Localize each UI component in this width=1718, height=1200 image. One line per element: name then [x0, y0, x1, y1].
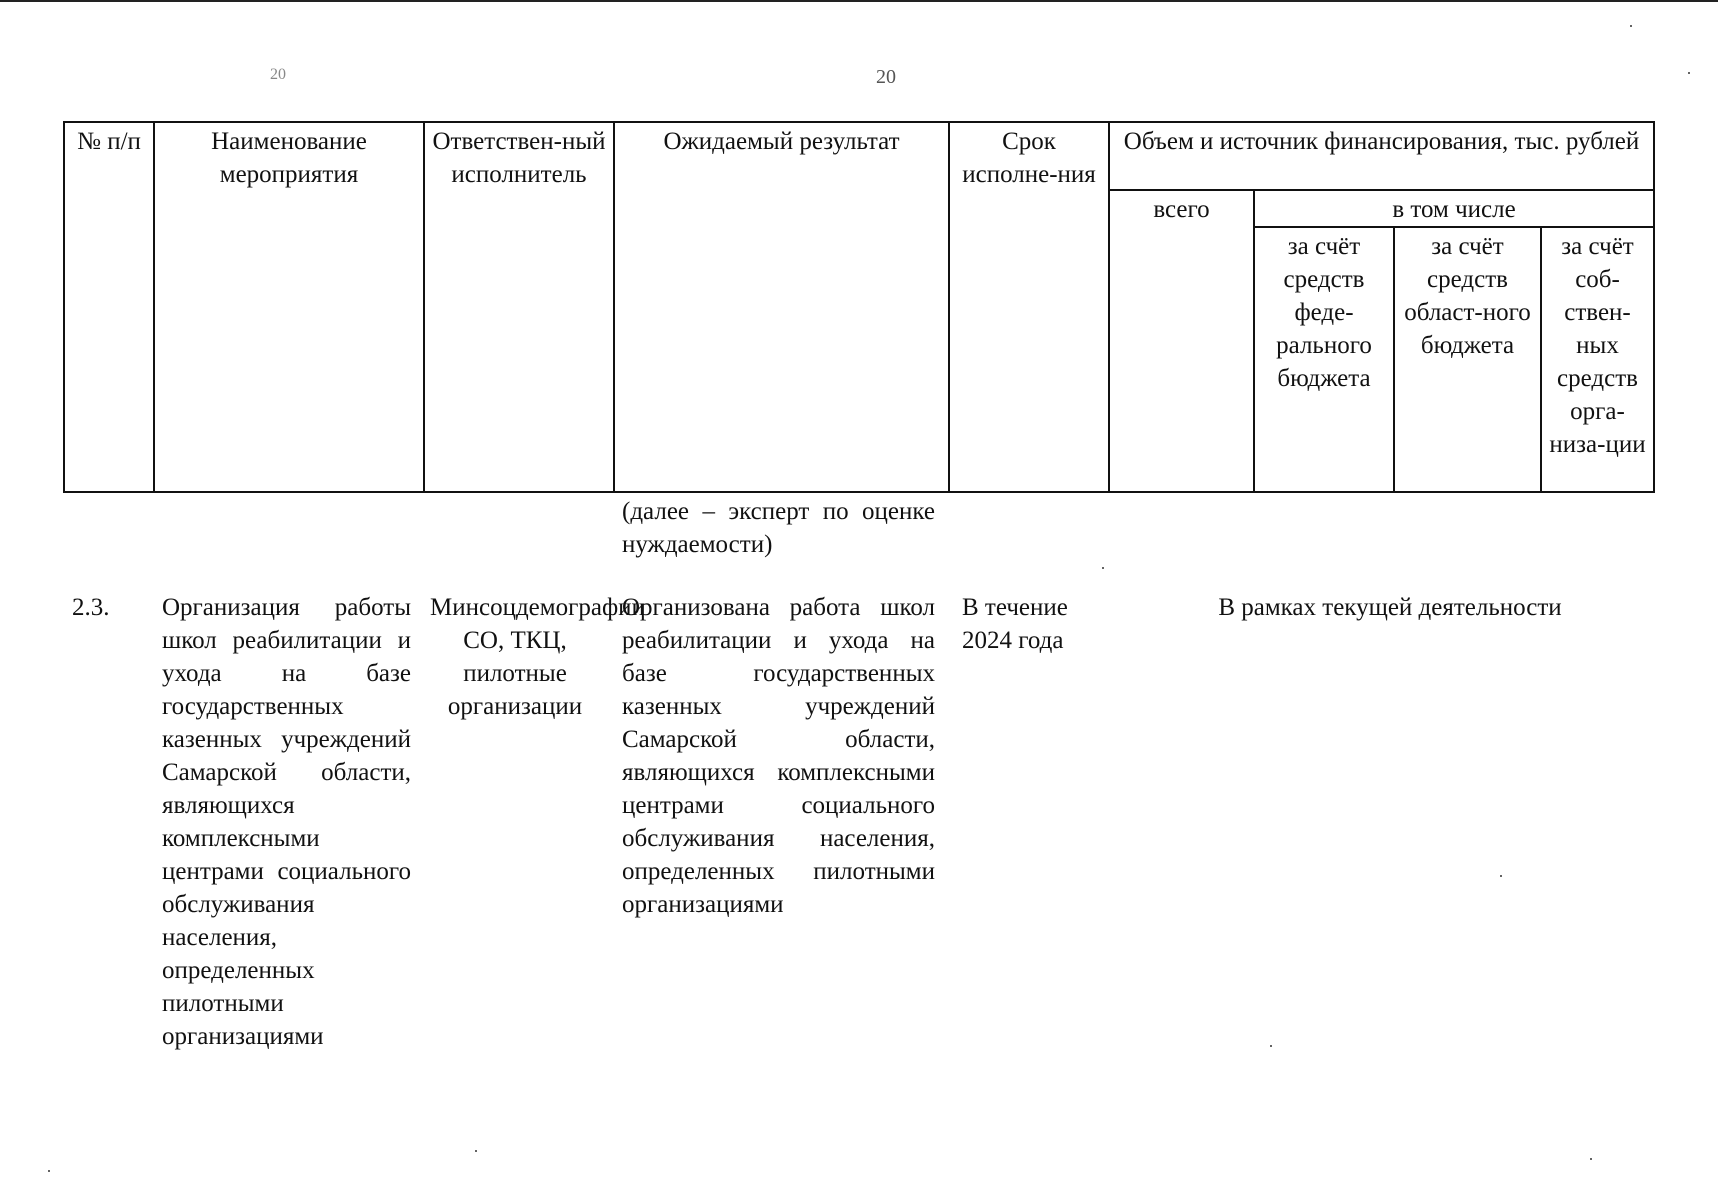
header-name: Наименование мероприятия: [154, 122, 424, 492]
scan-speck: [48, 1170, 50, 1172]
header-responsible: Ответствен-ный исполнитель: [424, 122, 614, 492]
header-including: в том числе: [1254, 190, 1654, 227]
scan-top-edge: [0, 0, 1718, 2]
header-regional: за счёт средств област-ного бюджета: [1394, 227, 1541, 492]
header-term: Срок исполне-ния: [949, 122, 1109, 492]
page-number: 20: [876, 66, 896, 88]
scan-speck: [1630, 25, 1632, 27]
row-result: Организована работа школ реабилитации и ухода на базе государственных казенных учреждений Самарской области, являющихся комплексными центрами социального обслуживания населения, определенных пилотными организациями: [622, 594, 935, 918]
table-header: [63, 121, 1655, 493]
row-finance: В рамках текущей деятельности: [1218, 594, 1562, 621]
scan-mark: 20: [270, 66, 286, 83]
row-term: В течение 2024 года: [962, 594, 1068, 654]
header-num: № п/п: [64, 122, 154, 492]
scan-speck: [475, 1150, 477, 1152]
header-own: за счёт соб-ствен-ных средств орга-низа-ции: [1541, 227, 1654, 492]
scan-speck: [1688, 72, 1690, 74]
header-finance: Объем и источник финансирования, тыс. рублей: [1109, 122, 1654, 190]
row-responsible: Минсоцдемографии СО, ТКЦ, пилотные организации: [430, 594, 645, 720]
scan-speck: [1590, 1158, 1592, 1160]
continued-text: (далее – эксперт по оценке нуждаемости): [622, 498, 935, 558]
scan-speck: [1500, 875, 1502, 877]
row-name: Организация работы школ реабилитации и ухода на базе государственных казенных учреждений Самарской области, являющихся комплексными центрами социального обслуживания населения, определенных пилотными организациями: [162, 594, 411, 1050]
header-federal: за счёт средств феде-рального бюджета: [1254, 227, 1394, 492]
row-num: 2.3.: [72, 594, 110, 621]
header-total: всего: [1109, 190, 1254, 492]
scan-speck: [1270, 1045, 1272, 1047]
scan-speck: [1102, 567, 1104, 569]
header-result: Ожидаемый результат: [614, 122, 949, 492]
